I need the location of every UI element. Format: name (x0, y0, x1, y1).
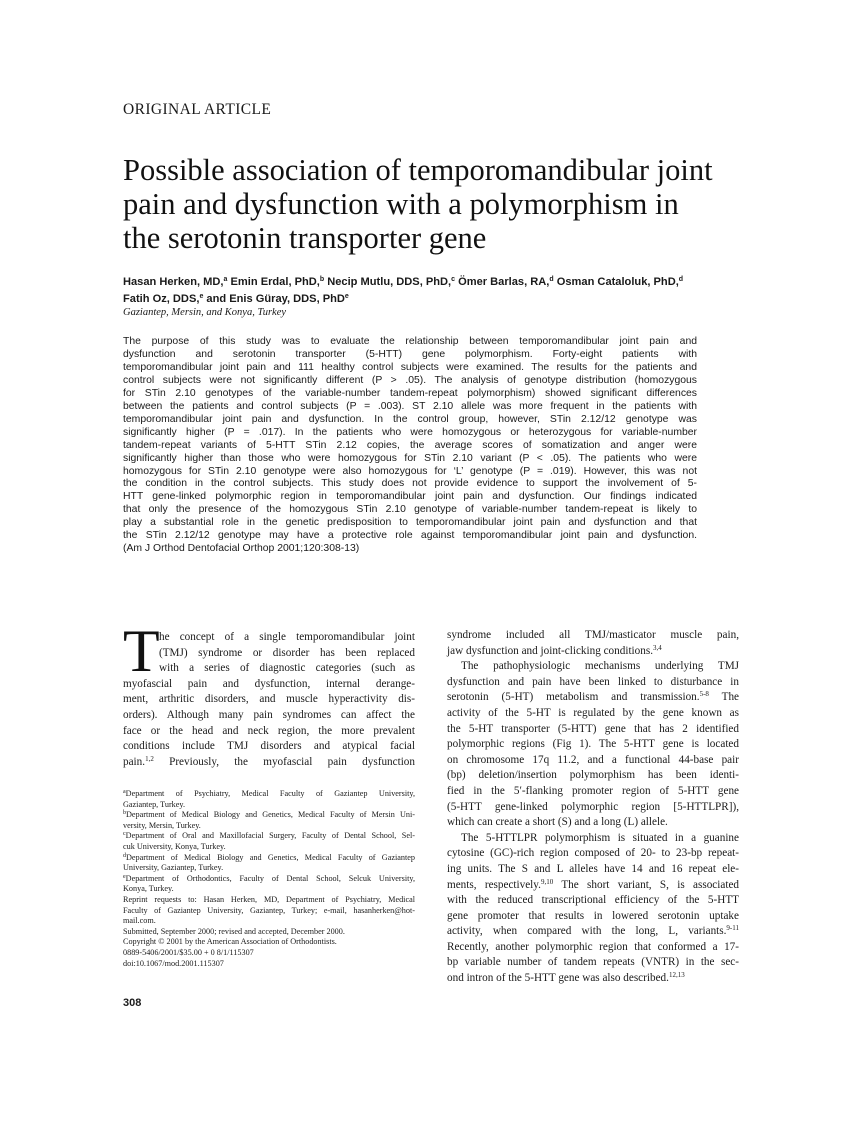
abstract-line: temporomandibular joint pain and dysfunction. In the control group, however, STin 2.12/12 genotype was (123, 413, 697, 425)
footnote-line (123, 948, 415, 959)
text-run: mail.com. (123, 916, 156, 926)
text-run: myofascial pain and dysfunction, internal derange- (123, 677, 415, 690)
abstract-line: (Am J Orthod Dentofacial Orthop 2001;120:308-13) (123, 543, 360, 555)
text-run: activity of the 5-HT is regulated by the gene known as (447, 706, 739, 719)
footnote-line (123, 842, 415, 853)
footnote-line (123, 831, 415, 842)
text-run: ond intron of the 5-HTT gene was also described. (447, 972, 669, 985)
drop-cap: T (123, 618, 160, 684)
superscript: e (344, 293, 349, 300)
abstract-line: temporomandibular joint pain and 111 healthy control subjects were examined. The results for the patients and (123, 361, 697, 373)
text-run: cytosine (GC)-rich region composed of 20- to 23-bp repeat- (447, 847, 739, 860)
superscript: a (223, 276, 228, 283)
abstract-line: between the patients and control subjects (P = .003). ST 2.10 allele was more frequent in the patients with (123, 400, 697, 412)
author-name: and Enis Güray, DDS, PhD (203, 293, 345, 305)
text-run: syndrome included all TMJ/masticator muscle pain, (447, 629, 739, 641)
author-locations: Gaziantep, Mersin, and Konya, Turkey (123, 307, 287, 318)
body-text-line (447, 768, 739, 784)
text-run: with a series of diagnostic categories (such as (159, 662, 415, 675)
author-name: Fatih Oz, DDS, (123, 293, 200, 305)
superscript: 12,13 (668, 971, 685, 980)
text-run: bp variable number of tandem repeats (VNTR) in the sec- (447, 956, 739, 969)
text-run: Gaziantep, Turkey. (123, 799, 186, 809)
body-text-line (447, 846, 739, 862)
body-text-line (447, 628, 739, 644)
section-label: ORIGINAL ARTICLE (123, 101, 272, 118)
text-run: doi:10.1067/mod.2001.115307 (123, 958, 224, 968)
author-name: Ömer Barlas, RA, (455, 276, 550, 288)
title-line: the serotonin transporter gene (123, 221, 487, 255)
author-name: Hasan Herken, MD, (123, 276, 224, 288)
abstract-line: dysfunction and serotonin transporter (5-HTT) gene polymorphism. Forty-eight patients with (123, 348, 697, 360)
footnote-line (123, 906, 415, 917)
author-name: Necip Mutlu, DDS, PhD, (324, 276, 452, 288)
abstract-line: HTT gene-linked polymorphic region in temporomandibular joint pain and dysfunction. Our findings indicated (123, 491, 697, 503)
abstract-line: homozygous for STin 2.10 genotype were also homozygous for ‘L’ genotype (P = .019). However, this was not (123, 465, 697, 477)
text-run: Copyright © 2001 by the American Association of Orthodontists. (123, 937, 337, 947)
superscript: c (123, 831, 126, 838)
abstract-line: for STin 2.10 genotypes of the variable-number tandem-repeat polymorphism) showed significant differences (123, 387, 697, 399)
title-line: Possible association of temporomandibular joint (123, 153, 713, 187)
body-text-line (123, 646, 415, 662)
text-run: Department of Medical Biology and Genetics, Medical Faculty of Mersin Uni- (126, 810, 415, 820)
text-run: The pathophysiologic mechanisms underlying TMJ (461, 660, 739, 673)
superscript: d (123, 852, 126, 859)
author-name: Emin Erdal, PhD, (227, 276, 320, 288)
body-text-line (447, 862, 739, 878)
abstract (123, 336, 697, 556)
superscript: d (549, 276, 554, 283)
footnote-line (123, 800, 415, 811)
text-run: fied in the 5′-flanking promoter region of 5-HTT gene (447, 784, 739, 797)
body-text-line (123, 692, 415, 708)
body-text-line (123, 630, 415, 646)
body-text-line (123, 739, 415, 755)
article-title (123, 153, 763, 255)
superscript: e (199, 293, 204, 300)
body-text-line (123, 724, 415, 740)
superscript: b (319, 276, 325, 283)
text-run: Department of Oral and Maxillofacial Surgery, Faculty of Dental School, Sel- (125, 831, 415, 841)
body-text-line (123, 661, 415, 677)
footnote-line (123, 916, 415, 927)
text-run: Previously, the myofascial pain dysfunction (153, 755, 415, 768)
text-run: The (708, 691, 739, 704)
author-line (123, 291, 743, 308)
text-run: versity, Mersin, Turkey. (123, 820, 201, 830)
text-run: with the reduced transcriptional efficiency of the 5-HTT (447, 894, 739, 907)
body-text-line (123, 677, 415, 693)
abstract-line: significantly higher (P = .017). In the patients who were homozygous or heterozygous for variable-number (123, 426, 697, 438)
text-run: conditions include TMJ disorders and atypical facial (123, 740, 415, 753)
body-text-line (447, 753, 739, 769)
body-text-line (447, 831, 739, 847)
body-text-line (447, 924, 739, 940)
text-run: gene promoter that results in lowered serotonin uptake (447, 909, 739, 922)
body-text-line (447, 644, 739, 660)
text-run: ing units. The S and L alleles have 14 and 16 repeat ele- (447, 862, 739, 875)
text-run: pain. (123, 755, 146, 768)
body-text-line (447, 800, 739, 816)
body-column-left (123, 618, 415, 770)
text-run: Recently, another polymorphic region that conformed a 17- (447, 940, 739, 953)
footnote-line (123, 863, 415, 874)
superscript: c (451, 276, 456, 283)
text-run: jaw dysfunction and joint-clicking conditions. (447, 644, 654, 657)
text-run: activity, when compared with the long, L, variants. (447, 925, 727, 938)
body-text-line (447, 659, 739, 675)
footnote-line (123, 874, 415, 885)
abstract-line: the STin 2.12/12 genotype may have a protective role against temporomandibular joint pain and dysfunction. (123, 530, 697, 542)
footnote-line (123, 789, 415, 800)
body-text-line (447, 675, 739, 691)
body-text-line (447, 893, 739, 909)
abstract-line: significantly higher than those who were homozygous for STin 2.10 variant (P < .05). The patients who were (123, 452, 697, 464)
abstract-line: control subjects were not significantly different (P > .05). The analysis of genotype distribution (homozygous (123, 374, 697, 386)
abstract-line: the condition in the control subjects. This study does not provide evidence to support the involvement of 5- (123, 478, 697, 490)
text-run: Faculty of Gaziantep University, Gaziantep, Turkey; e-mail, hasanherken@hot- (123, 905, 415, 915)
footnote-line (123, 895, 415, 906)
superscript: 1,2 (145, 754, 154, 763)
body-text-line (447, 815, 739, 831)
author-list (123, 274, 743, 308)
abstract-line: play a substantial role in the genetic predisposition to temporomandibular joint pain and dysfunction and that (123, 517, 697, 529)
footnote-line (123, 959, 415, 970)
footnote-line (123, 810, 415, 821)
text-run: Submitted, September 2000; revised and accepted, December 2000. (123, 926, 345, 936)
text-run: the 5-HT transporter (5-HTT) gene that has 2 identified (447, 722, 739, 735)
body-text-line (447, 690, 739, 706)
text-run: 0889-5406/2001/$35.00 + 0 8/1/115307 (123, 947, 254, 957)
superscript: e (123, 873, 126, 880)
author-line (123, 274, 743, 291)
footnote-line (123, 927, 415, 938)
author-name: Osman Cataloluk, PhD, (553, 276, 679, 288)
footnote-line (123, 821, 415, 832)
superscript: 5-8 (699, 690, 709, 699)
text-run: (TMJ) syndrome or disorder has been replaced (159, 646, 415, 659)
body-text-line (447, 955, 739, 971)
body-text-line (447, 737, 739, 753)
body-text-line (447, 971, 739, 987)
body-text-line (447, 784, 739, 800)
page-number: 308 (123, 997, 142, 1009)
superscript: 9-11 (726, 924, 739, 933)
abstract-line: that only the presence of the homozygous STin 2.10 genotype of variable-number tandem-repeat is likely to (123, 504, 697, 516)
superscript: a (123, 789, 126, 795)
body-text-line (447, 722, 739, 738)
text-run: serotonin (5-HT) metabolism and transmission. (447, 691, 700, 704)
text-run: Konya, Turkey. (123, 884, 174, 894)
text-run: ment, arthritic disorders, and muscle hyperactivity dis- (123, 693, 415, 706)
text-run: cuk University, Konya, Turkey. (123, 841, 226, 851)
body-text-line (447, 909, 739, 925)
superscript: b (123, 810, 126, 817)
body-text-line (123, 755, 415, 771)
text-run: on chromosome 17q 11.2, and a functional 44-base pair (447, 753, 739, 766)
text-run: Department of Medical Biology and Genetics, Medical Faculty of Gaziantep (126, 852, 415, 862)
body-column-right (447, 628, 739, 987)
text-run: orders). Although many pain syndromes can affect the (123, 708, 415, 721)
body-text-line (447, 706, 739, 722)
body-text-line (447, 940, 739, 956)
superscript: d (678, 276, 684, 283)
text-run: The short variant, S, is associated (553, 878, 739, 891)
text-run: University, Gaziantep, Turkey. (123, 863, 224, 873)
superscript: 3,4 (653, 643, 662, 652)
text-run: face or the head and neck region, the more prevalent (123, 724, 415, 737)
text-run: The 5-HTTLPR polymorphism is situated in a guanine (461, 831, 739, 844)
text-run: Department of Orthodontics, Faculty of Dental School, Selcuk University, (125, 873, 415, 883)
text-run: (bp) deletion/insertion polymorphism has been identi- (447, 769, 739, 782)
text-run: ments, respectively. (447, 878, 541, 891)
text-run: Department of Psychiatry, Medical Faculty of Gaziantep University, (125, 789, 415, 798)
text-run: he concept of a single temporomandibular joint (159, 631, 415, 643)
footnotes (123, 789, 415, 969)
body-text-line (447, 878, 739, 894)
abstract-line: The purpose of this study was to evaluate the relationship between temporomandibular joint pain and (123, 336, 697, 347)
superscript: 9,10 (540, 877, 554, 886)
text-run: polymorphic regions (Fig 1). The 5-HTT gene is located (447, 738, 739, 751)
body-text-line (123, 708, 415, 724)
text-run: dysfunction and pain have been linked to disturbance in (447, 675, 739, 688)
title-line: pain and dysfunction with a polymorphism in (123, 187, 679, 221)
text-run: which can create a short (S) and a long (L) allele. (447, 816, 668, 829)
abstract-line: tandem-repeat variants of 5-HTT STin 2.12 copies, the average scores of somatization and anger were (123, 439, 697, 451)
footnote-line (123, 853, 415, 864)
footnote-line (123, 937, 415, 948)
footnote-line (123, 884, 415, 895)
text-run: (5-HTT gene-linked polymorphic region [5-HTTLPR]), (447, 800, 739, 813)
text-run: Reprint requests to: Hasan Herken, MD, Department of Psychiatry, Medical (123, 894, 415, 904)
